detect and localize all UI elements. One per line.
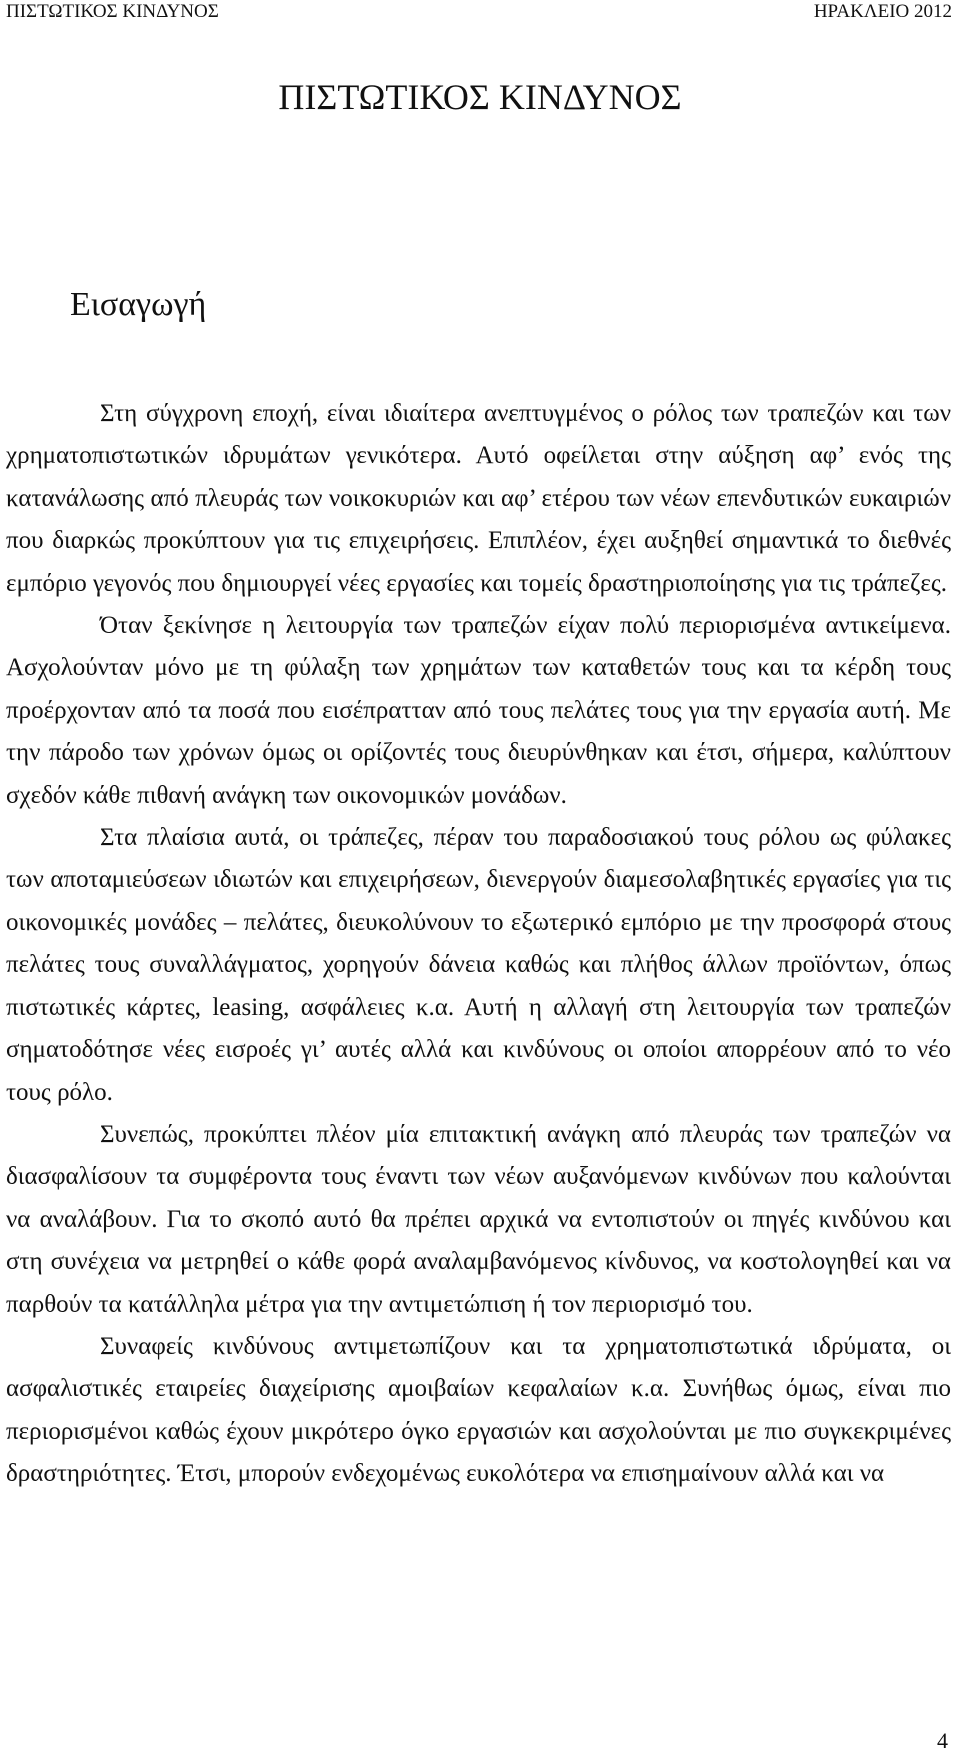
header-place-year: ΗΡΑΚΛΕΙΟ 2012 xyxy=(813,1,952,22)
header-title: ΠΙΣΤΩΤΙΚΟΣ ΚΙΝΔΥΝΟΣ xyxy=(6,1,219,22)
paragraph: Στα πλαίσια αυτά, οι τράπεζες, πέραν του παραδοσιακού τους ρόλου ως φύλακες των αποταμιεύσεων ιδιωτών και επιχειρήσεων, διενεργούν διαμεσολαβητικές εργασίες για τις οικονομικές μονάδες – πελάτες, διευκολύνουν το εξωτερικό εμπόριο με την προσφορά στους πελάτες τους συναλλάγματος, χορηγούν δάνεια καθώς και πλήθος άλλων προϊόντων, όπως πιστωτικές κάρτες, leasing, ασφάλειες κ.α. Αυτή η αλλαγή στη λειτουργία των τραπεζών σηματοδότησε νέες εισροές γι’ αυτές αλλά και κινδύνους οι οποίοι απορρέουν από το νέο τους ρόλο. xyxy=(6,824,951,1106)
paragraph: Συνεπώς, προκύπτει πλέον μία επιτακτική ανάγκη από πλευράς των τραπεζών να διασφαλίσουν τα συμφέροντα τους έναντι των νέων αυξανόμενων κινδύνων που καλούνται να αναλάβουν. Για το σκοπό αυτό θα πρέπει αρχικά να εντοπιστούν οι πηγές κινδύνου και στη συνέχεια να μετρηθεί ο κάθε φορά αναλαμβανόμενος κίνδυνος, να κοστολογηθεί και να παρθούν τα κατάλληλα μέτρα για την αντιμετώπιση ή τον περιορισμό του. xyxy=(6,1120,951,1318)
document-title: ΠΙΣΤΩΤΙΚΟΣ ΚΙΝΔΥΝΟΣ xyxy=(278,77,682,117)
paragraph: Στη σύγχρονη εποχή, είναι ιδιαίτερα ανεπτυγμένος ο ρόλος των τραπεζών και των χρηματοπιστωτικών ιδρυμάτων γενικότερα. Αυτό οφείλεται στην αύξηση αφ’ ενός της κατανάλωσης από πλευράς των νοικοκυριών και αφ’ ετέρου των νέων επενδυτικών ευκαιριών που διαρκώς προκύπτουν για τις επιχειρήσεις. Επιπλέον, έχει αυξηθεί σημαντικά το διεθνές εμπόριο γεγονός που δημιουργεί νέες εργασίες και τομείς δραστηριοποίησης για τις τράπεζες. xyxy=(6,400,951,597)
paragraph: Συναφείς κινδύνους αντιμετωπίζουν και τα χρηματοπιστωτικά ιδρύματα, οι ασφαλιστικές εταιρείες διαχείρισης αμοιβαίων κεφαλαίων κ.α. Συνήθως όμως, είναι πιο περιορισμένοι καθώς έχουν μικρότερο όγκο εργασιών και ασχολούνται με πιο συγκεκριμένες δραστηριότητες. Έτσι, μπορούν ενδεχομένως ευκολότερα να επισημαίνουν αλλά και να xyxy=(6,1332,951,1488)
page-number: 4 xyxy=(937,1728,948,1753)
paragraph: Όταν ξεκίνησε η λειτουργία των τραπεζών είχαν πολύ περιορισμένα αντικείμενα. Ασχολούνταν μόνο με τη φύλαξη των χρημάτων των καταθετών τους και τα κέρδη τους προέρχονταν από τα ποσά που εισέπρατταν από τους πελάτες τους για την εργασία αυτή. Με την πάροδο των χρόνων όμως οι ορίζοντές τους διευρύνθηκαν και έτσι, σήμερα, καλύπτουν σχεδόν κάθε πιθανή ανάγκη των οικονομικών μονάδων. xyxy=(6,612,951,809)
body-text xyxy=(6,393,951,1496)
running-header xyxy=(6,0,952,26)
section-heading: Εισαγωγή xyxy=(70,286,207,323)
